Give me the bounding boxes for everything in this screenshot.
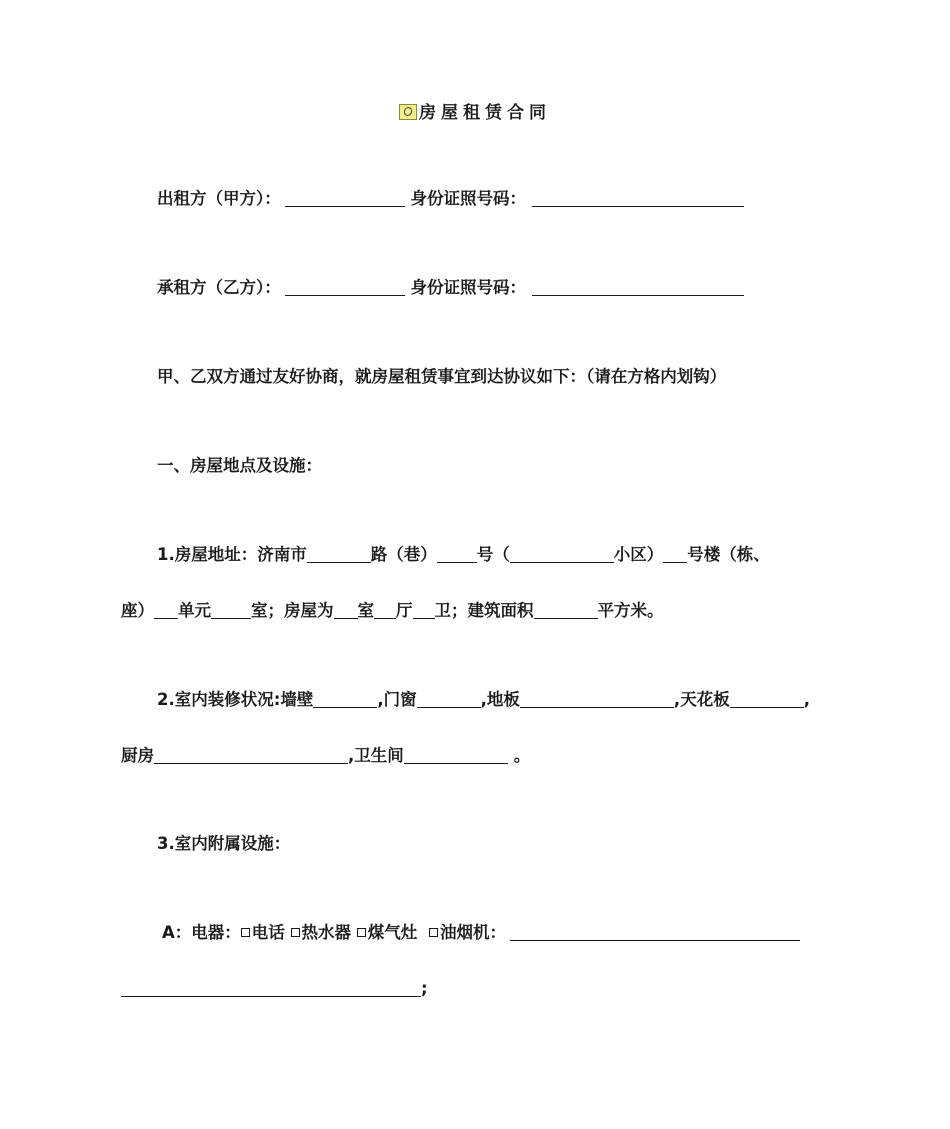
lessee-id-field[interactable] <box>532 279 744 296</box>
community-field[interactable] <box>510 546 614 563</box>
item3-heading: 3.室内附属设施： <box>157 834 291 853</box>
appliances-end: ; <box>421 979 428 998</box>
stove-label: 煤气灶 <box>367 923 418 942</box>
room-type-label: 室；房屋为 <box>251 601 334 620</box>
lessor-id-label: 身份证照号码： <box>410 189 526 208</box>
number-field[interactable] <box>437 546 477 563</box>
decoration-prefix: 2.室内装修状况:墙壁 <box>157 690 314 709</box>
unit-label: 单元 <box>178 601 211 620</box>
lessor-label: 出租方（甲方）： <box>157 189 281 208</box>
lessee-label: 承租方（乙方）： <box>157 278 281 297</box>
appliances-line <box>162 922 800 944</box>
hood-field[interactable] <box>510 924 800 941</box>
wall-field[interactable] <box>313 691 377 708</box>
appliances-extra-field[interactable] <box>121 980 421 997</box>
decoration-end: 。 <box>513 746 531 765</box>
document-title <box>0 98 950 123</box>
intro-paragraph: 甲、乙双方通过友好协商，就房屋租赁事宜到达协议如下：（请在方格内划钩） <box>157 367 727 386</box>
decoration-line-2 <box>121 745 530 767</box>
bedroom-label: 室 <box>357 601 374 620</box>
room-field[interactable] <box>211 602 251 619</box>
building-field[interactable] <box>663 546 687 563</box>
lessor-id-field[interactable] <box>532 190 744 207</box>
hall-label: 厅 <box>396 601 413 620</box>
decoration-line-1 <box>157 689 810 711</box>
lessor-name-field[interactable] <box>285 190 405 207</box>
bath-label: 卫；建筑面积 <box>434 601 534 620</box>
appliances-line-2 <box>121 978 428 1000</box>
appliances-prefix: A：电器： <box>162 923 241 942</box>
heater-checkbox[interactable] <box>291 928 300 937</box>
ceiling-label: ,天花板 <box>673 690 730 709</box>
floor-label: ,地板 <box>480 690 520 709</box>
seat-label: 座） <box>121 601 154 620</box>
bedroom-count-field[interactable] <box>334 602 358 619</box>
phone-label: 电话 <box>251 923 285 942</box>
phone-checkbox[interactable] <box>241 928 250 937</box>
lessor-line <box>157 188 744 210</box>
kitchen-field[interactable] <box>154 747 348 764</box>
ceiling-comma: , <box>803 690 810 709</box>
door-label: ,门窗 <box>377 690 417 709</box>
area-field[interactable] <box>534 602 598 619</box>
bath-count-field[interactable] <box>413 602 435 619</box>
ceiling-field[interactable] <box>730 691 804 708</box>
kitchen-label: 厨房 <box>121 746 154 765</box>
address-line-1 <box>157 544 770 566</box>
title-text: 房屋租赁合同 <box>419 103 551 123</box>
unit-field[interactable] <box>154 602 178 619</box>
floor-field[interactable] <box>520 691 674 708</box>
toilet-label: ,卫生间 <box>348 746 404 765</box>
toilet-field[interactable] <box>404 747 508 764</box>
section1-heading: 一、房屋地点及设施： <box>157 456 322 475</box>
hood-checkbox[interactable] <box>429 928 438 937</box>
lessee-line <box>157 277 744 299</box>
heater-label: 热水器 <box>301 923 352 942</box>
stove-checkbox[interactable] <box>357 928 366 937</box>
lessee-name-field[interactable] <box>285 279 405 296</box>
number-label: 号（ <box>476 545 510 564</box>
road-field[interactable] <box>307 546 371 563</box>
area-unit-label: 平方米。 <box>597 601 664 620</box>
document-link-icon <box>399 104 417 120</box>
road-label: 路（巷） <box>370 545 437 564</box>
address-prefix: 1.房屋地址：济南市 <box>157 545 307 564</box>
lessee-id-label: 身份证照号码： <box>410 278 526 297</box>
door-window-field[interactable] <box>417 691 481 708</box>
building-label: 号楼（栋、 <box>687 545 770 564</box>
address-line-2 <box>121 600 664 622</box>
hood-label: 油烟机： <box>440 923 507 942</box>
community-label: 小区） <box>613 545 664 564</box>
hall-count-field[interactable] <box>374 602 396 619</box>
